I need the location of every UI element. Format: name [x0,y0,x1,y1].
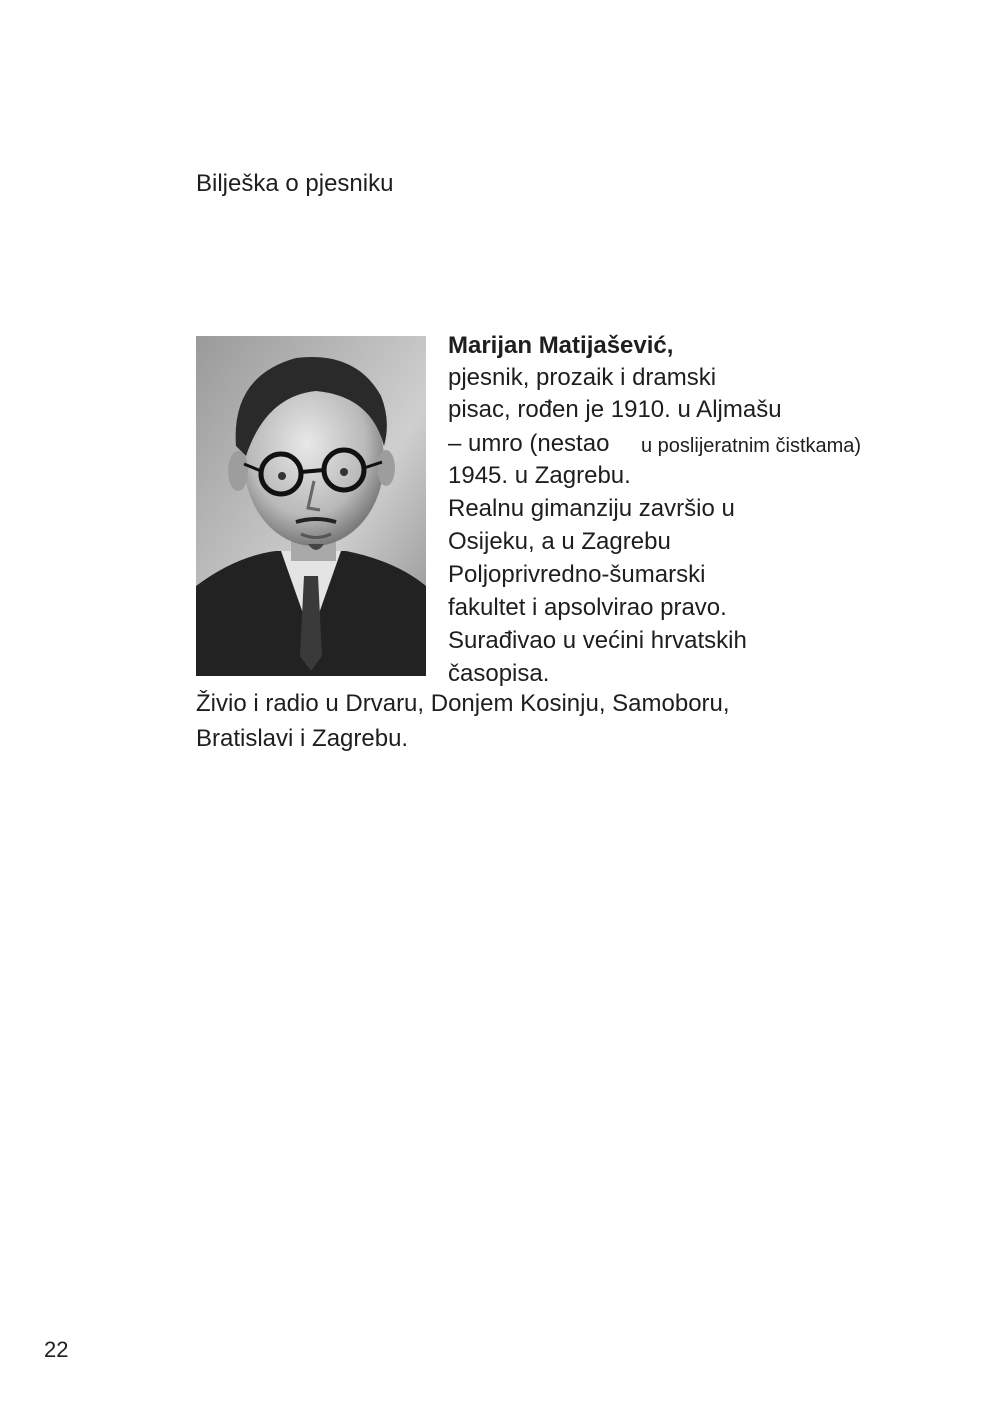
bio-line: – umro (nestao [448,430,610,457]
bio-line: Surađivao u većini hrvatskih [448,627,747,654]
bio-line: Živio i radio u Drvaru, Donjem Kosinju, Samoboru, [196,690,730,717]
bio-line: Realnu gimanziju završio u [448,495,735,522]
bio-line: u poslijeratnim čistkama) [641,435,862,457]
author-portrait-photo [196,336,426,676]
bio-line: pjesnik, prozaik i dramski [448,364,717,391]
bio-line: 1945. u Zagrebu. [448,462,631,489]
bio-line: Osijeku, a u Zagrebu [448,528,671,555]
author-name: Marijan Matijašević, [448,332,674,359]
bio-line: časopisa. [448,660,550,687]
page-heading: Bilješka o pjesniku [196,170,394,197]
page-number: 22 [44,1337,69,1362]
bio-line: fakultet i apsolvirao pravo. [448,594,727,621]
bio-line: pisac, rođen je 1910. u Aljmašu [448,396,782,423]
bio-line: Bratislavi i Zagrebu. [196,725,409,752]
bio-line: Poljoprivredno-šumarski [448,561,706,588]
